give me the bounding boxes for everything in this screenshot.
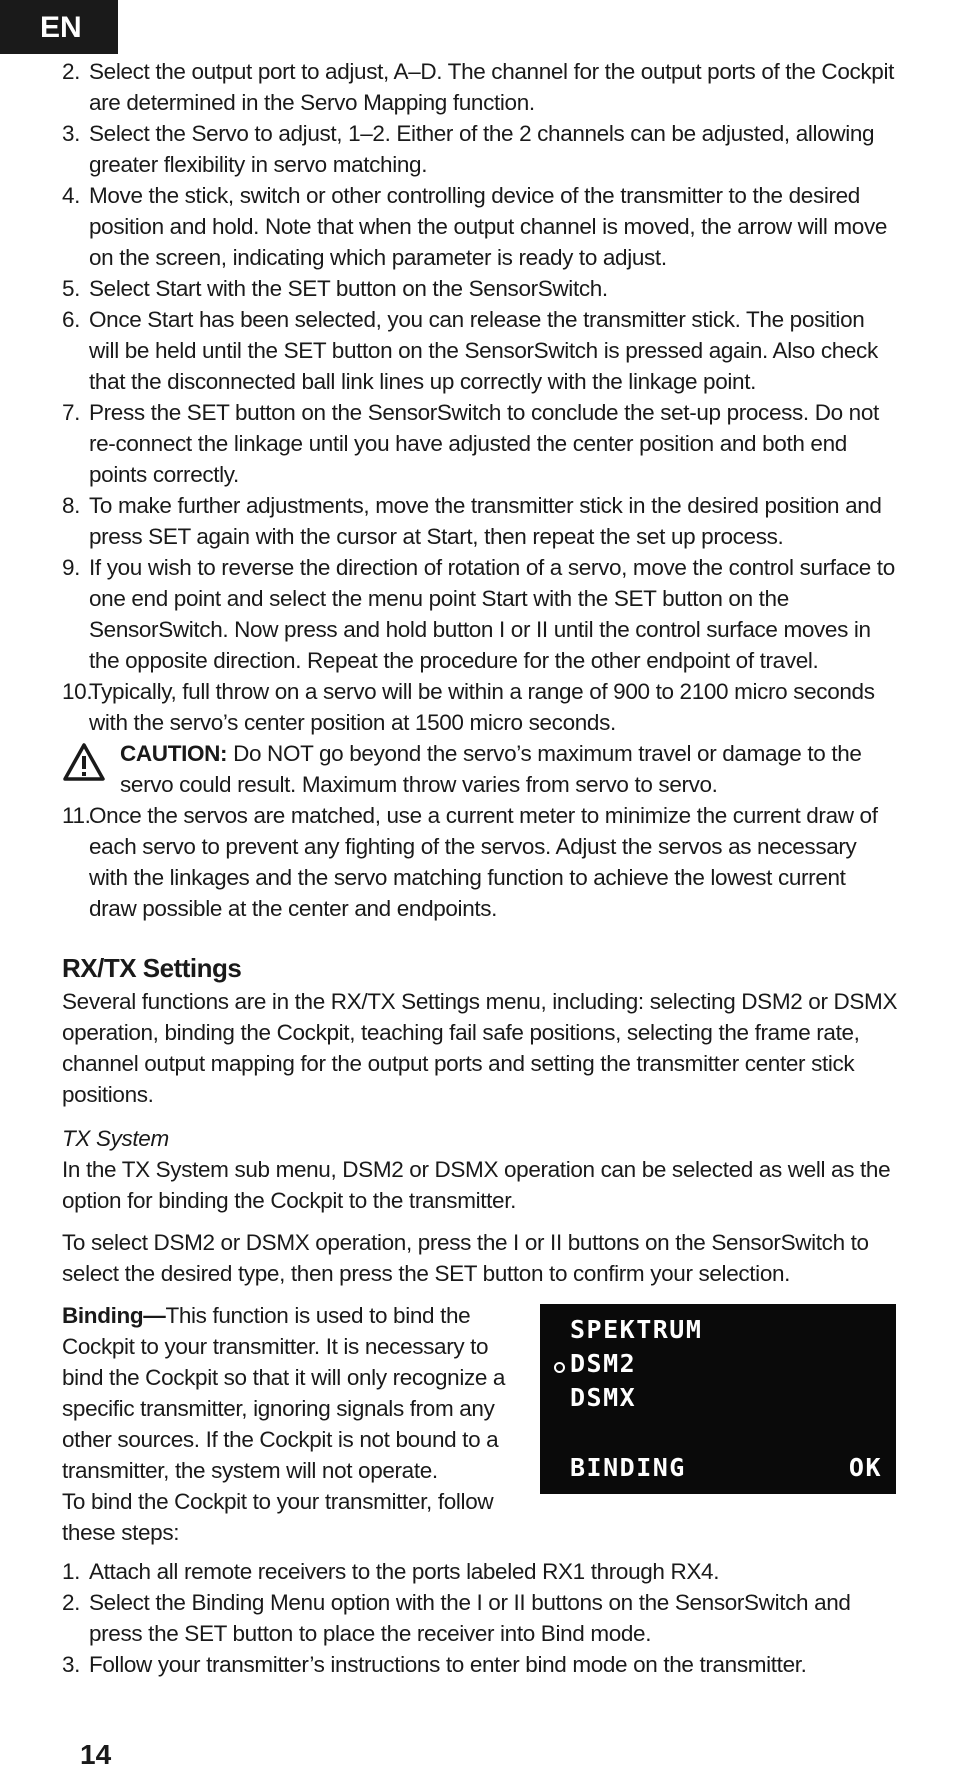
step-text: Move the stick, switch or other controlling device of the transmitter to the desired position and hold. Note that when the output channel is moved, the arrow will move on the screen, indicating which parameter is ready to adjust.: [89, 183, 888, 270]
step-number: 5.: [62, 276, 81, 301]
step-text: Attach all remote receivers to the ports labeled RX1 through RX4.: [89, 1559, 720, 1584]
list-item: [62, 273, 898, 304]
step-number: 7.: [62, 400, 81, 425]
tx-system-subheading: TX System: [62, 1126, 169, 1151]
step-text: Select the Binding Menu option with the I or II buttons on the SensorSwitch and press the SET button to place the receiver into Bind mode.: [89, 1590, 851, 1646]
step-number: 2.: [62, 59, 81, 84]
caution-label: CAUTION:: [120, 741, 228, 766]
step-text: Follow your transmitter’s instructions to enter bind mode on the transmitter.: [89, 1652, 807, 1677]
lcd-option-binding: BINDING: [570, 1453, 686, 1482]
list-item: [62, 676, 898, 738]
list-item: [62, 800, 898, 924]
step-text: Select the output port to adjust, A–D. The channel for the output ports of the Cockpit are determined in the Servo Mapping function.: [89, 59, 895, 115]
binding-section: [62, 1300, 898, 1548]
list-item: [62, 490, 898, 552]
binding-follow-text: To bind the Cockpit to your transmitter, follow these steps:: [62, 1489, 494, 1545]
list-item: [62, 56, 898, 118]
step-number: 3.: [62, 121, 81, 146]
step-number: 4.: [62, 183, 81, 208]
tx-system-text: In the TX System sub menu, DSM2 or DSMX operation can be selected as well as the option for binding the Cockpit to the transmitter.: [62, 1157, 891, 1213]
binding-steps-list: [62, 1556, 898, 1680]
step-text: Once Start has been selected, you can release the transmitter stick. The position will be held until the SET button on the SensorSwitch is pressed again. Also check that the disconnected ball link lines up correctly with the linkage point.: [89, 307, 878, 394]
step-text: If you wish to reverse the direction of rotation of a servo, move the control surface to one end point and select the menu point Start with the SET button on the SensorSwitch. Now press and hold button I or II until the control surface moves in the opposite direction. Repeat the procedure for the other endpoint of travel.: [89, 555, 895, 673]
binding-text: This function is used to bind the Cockpit to your transmitter. It is necessary to bind the Cockpit so that it will only recognize a specific transmitter, ignoring signals from any other sources. If the Cockpit is not bound to a transmitter, the system will not operate.: [62, 1303, 506, 1483]
lcd-ok: OK: [848, 1453, 882, 1482]
list-item: [62, 552, 898, 676]
caution-text: Do NOT go beyond the servo’s maximum travel or damage to the servo could result. Maximum throw varies from servo to servo.: [120, 741, 862, 797]
list-item: [62, 1587, 898, 1649]
list-item: [62, 1556, 898, 1587]
step-number: 8.: [62, 493, 81, 518]
binding-label: Binding—: [62, 1303, 166, 1328]
page-number: 14: [80, 1739, 112, 1770]
list-item: [62, 180, 898, 273]
lcd-screen: [540, 1304, 896, 1494]
language-tab: EN: [0, 0, 118, 54]
step-text: Select the Servo to adjust, 1–2. Either of the 2 channels can be adjusted, allowing greater flexibility in servo matching.: [89, 121, 875, 177]
step-number: 2.: [62, 1590, 81, 1615]
lcd-option-dsm2: DSM2: [570, 1349, 637, 1378]
dsm-select-text: To select DSM2 or DSMX operation, press the I or II buttons on the SensorSwitch to select the desired type, then press the SET button to confirm your selection.: [62, 1230, 869, 1286]
warning-triangle-icon: [62, 742, 106, 782]
step-number: 6.: [62, 307, 81, 332]
lcd-option-dsmx: DSMX: [570, 1383, 637, 1412]
list-item: [62, 118, 898, 180]
step-text: Once the servos are matched, use a current meter to minimize the current draw of each servo to prevent any fighting of the servos. Adjust the servos as necessary with the linkages and the servo matching function to achieve the lowest current draw possible at the center and endpoints.: [89, 803, 878, 921]
list-item: [62, 304, 898, 397]
binding-description: [62, 1300, 507, 1548]
list-item: [62, 1649, 898, 1680]
step-number: 9.: [62, 555, 81, 580]
rx-tx-settings-heading: RX/TX Settings: [62, 953, 242, 983]
lcd-title: SPEKTRUM: [570, 1315, 703, 1344]
step-number: 1.: [62, 1559, 81, 1584]
selection-cursor-icon: [554, 1362, 565, 1373]
step-text: Press the SET button on the SensorSwitch to conclude the set-up process. Do not re-connect the linkage until you have adjusted the center position and both end points correctly.: [89, 400, 879, 487]
step-number: 11.: [62, 803, 91, 828]
step-number: 3.: [62, 1652, 81, 1677]
step-text: To make further adjustments, move the transmitter stick in the desired position and press SET again with the cursor at Start, then repeat the set up process.: [89, 493, 882, 549]
servo-steps-list: [62, 56, 898, 738]
rx-tx-intro: Several functions are in the RX/TX Settings menu, including: selecting DSM2 or DSMX operation, binding the Cockpit, teaching fail safe positions, selecting the frame rate, channel output mapping for the output ports and setting the transmitter center stick positions.: [62, 989, 898, 1107]
step-text: Typically, full throw on a servo will be within a range of 900 to 2100 micro seconds with the servo’s center position at 1500 micro seconds.: [89, 679, 875, 735]
page-content: [62, 56, 898, 1680]
caution-note: [62, 738, 898, 800]
servo-steps-list-continued: [62, 800, 898, 924]
step-text: Select Start with the SET button on the SensorSwitch.: [89, 276, 608, 301]
step-number: 10.: [62, 679, 93, 704]
list-item: [62, 397, 898, 490]
